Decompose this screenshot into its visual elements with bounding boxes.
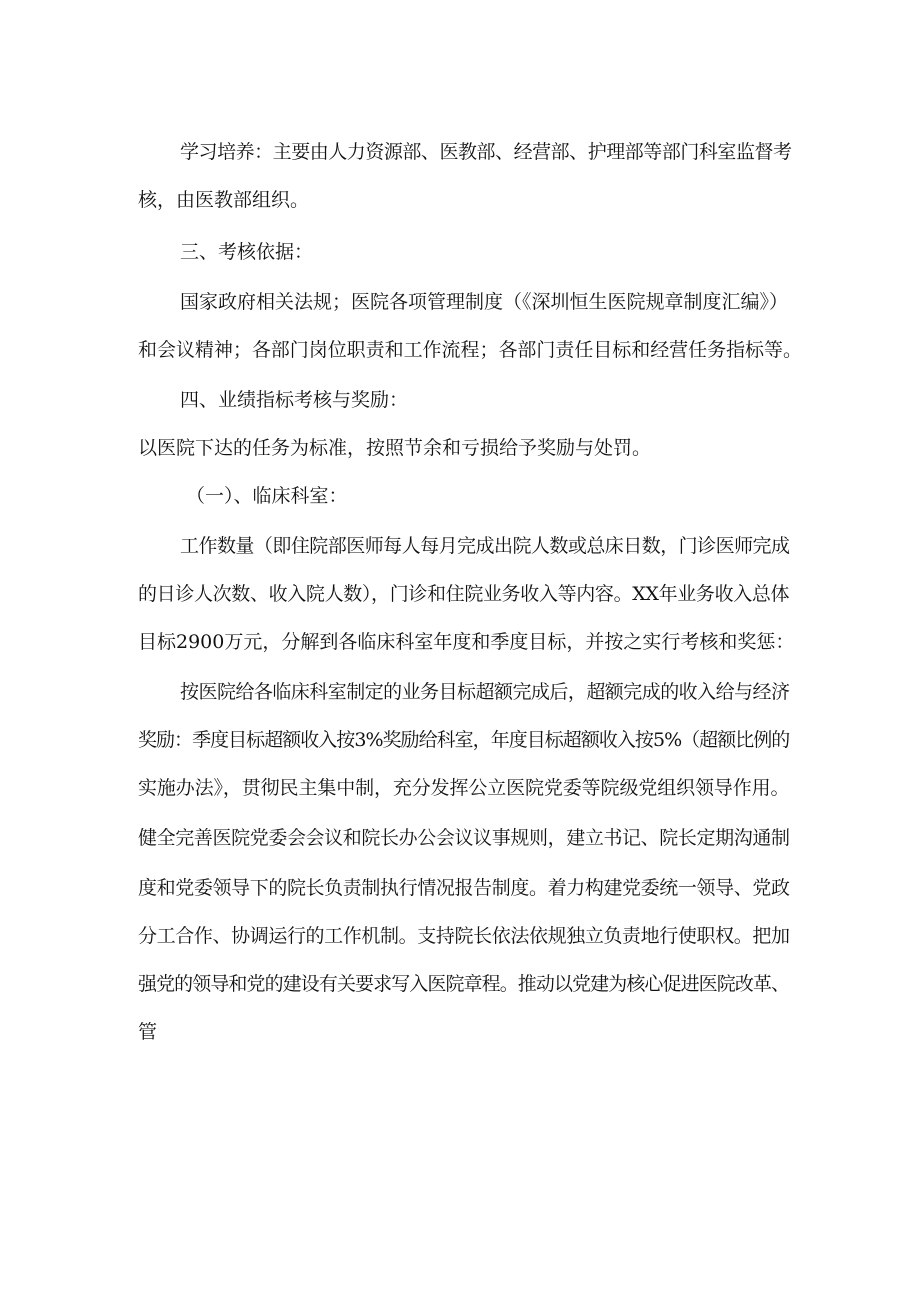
paragraph-line: 强党的领导和党的建设有关要求写入医院章程。推动以党建为核心促进医院改革、 [138,973,790,995]
subsection-heading: （一）、临床科室： [186,485,348,507]
paragraph-line: 国家政府相关法规；医院各项管理制度（《深圳恒生医院规章制度汇编》） [180,291,789,313]
section-heading: 三、考核依据： [180,241,314,263]
paragraph-line: 的日诊人次数、收入院人数），门诊和住院业务收入等内容。XX年业务收入总体 [138,583,790,605]
section-heading: 四、业绩指标考核与奖励： [180,389,409,411]
paragraph-line: 分工合作、协调运行的工作机制。支持院长依法依规独立负责地行使职权。把加 [138,925,790,947]
paragraph-line: 学习培养：主要由人力资源部、医教部、经营部、护理部等部门科室监督考 [180,141,792,163]
paragraph-line: 健全完善医院党委会会议和院长办公会议议事规则，建立书记、院长定期沟通制 [138,827,790,849]
paragraph-line: 度和党委领导下的院长负责制执行情况报告制度。着力构建党委统一领导、党政 [138,877,790,899]
paragraph-line: 和会议精神；各部门岗位职责和工作流程；各部门责任目标和经营任务指标等。 [138,339,802,361]
paragraph-line: 核，由医教部组织。 [138,189,310,211]
paragraph-line: 工作数量（即住院部医师每人每月完成出院人数或总床日数，门诊医师完成 [180,535,790,557]
paragraph-line: 以医院下达的任务为标准，按照节余和亏损给予奖励与处罚。 [138,437,652,459]
paragraph-line: 管 [138,1021,158,1043]
paragraph-line: 目标2900万元，分解到各临床科室年度和季度目标，并按之实行考核和奖惩： [138,631,795,653]
paragraph-line: 奖励：季度目标超额收入按3%奖励给科室，年度目标超额收入按5%（超额比例的 [138,729,790,751]
paragraph-line: 按医院给各临床科室制定的业务目标超额完成后，超额完成的收入给与经济 [180,681,790,703]
paragraph-line: 实施办法》，贯彻民主集中制，充分发挥公立医院党委等院级党组织领导作用。 [138,777,790,799]
